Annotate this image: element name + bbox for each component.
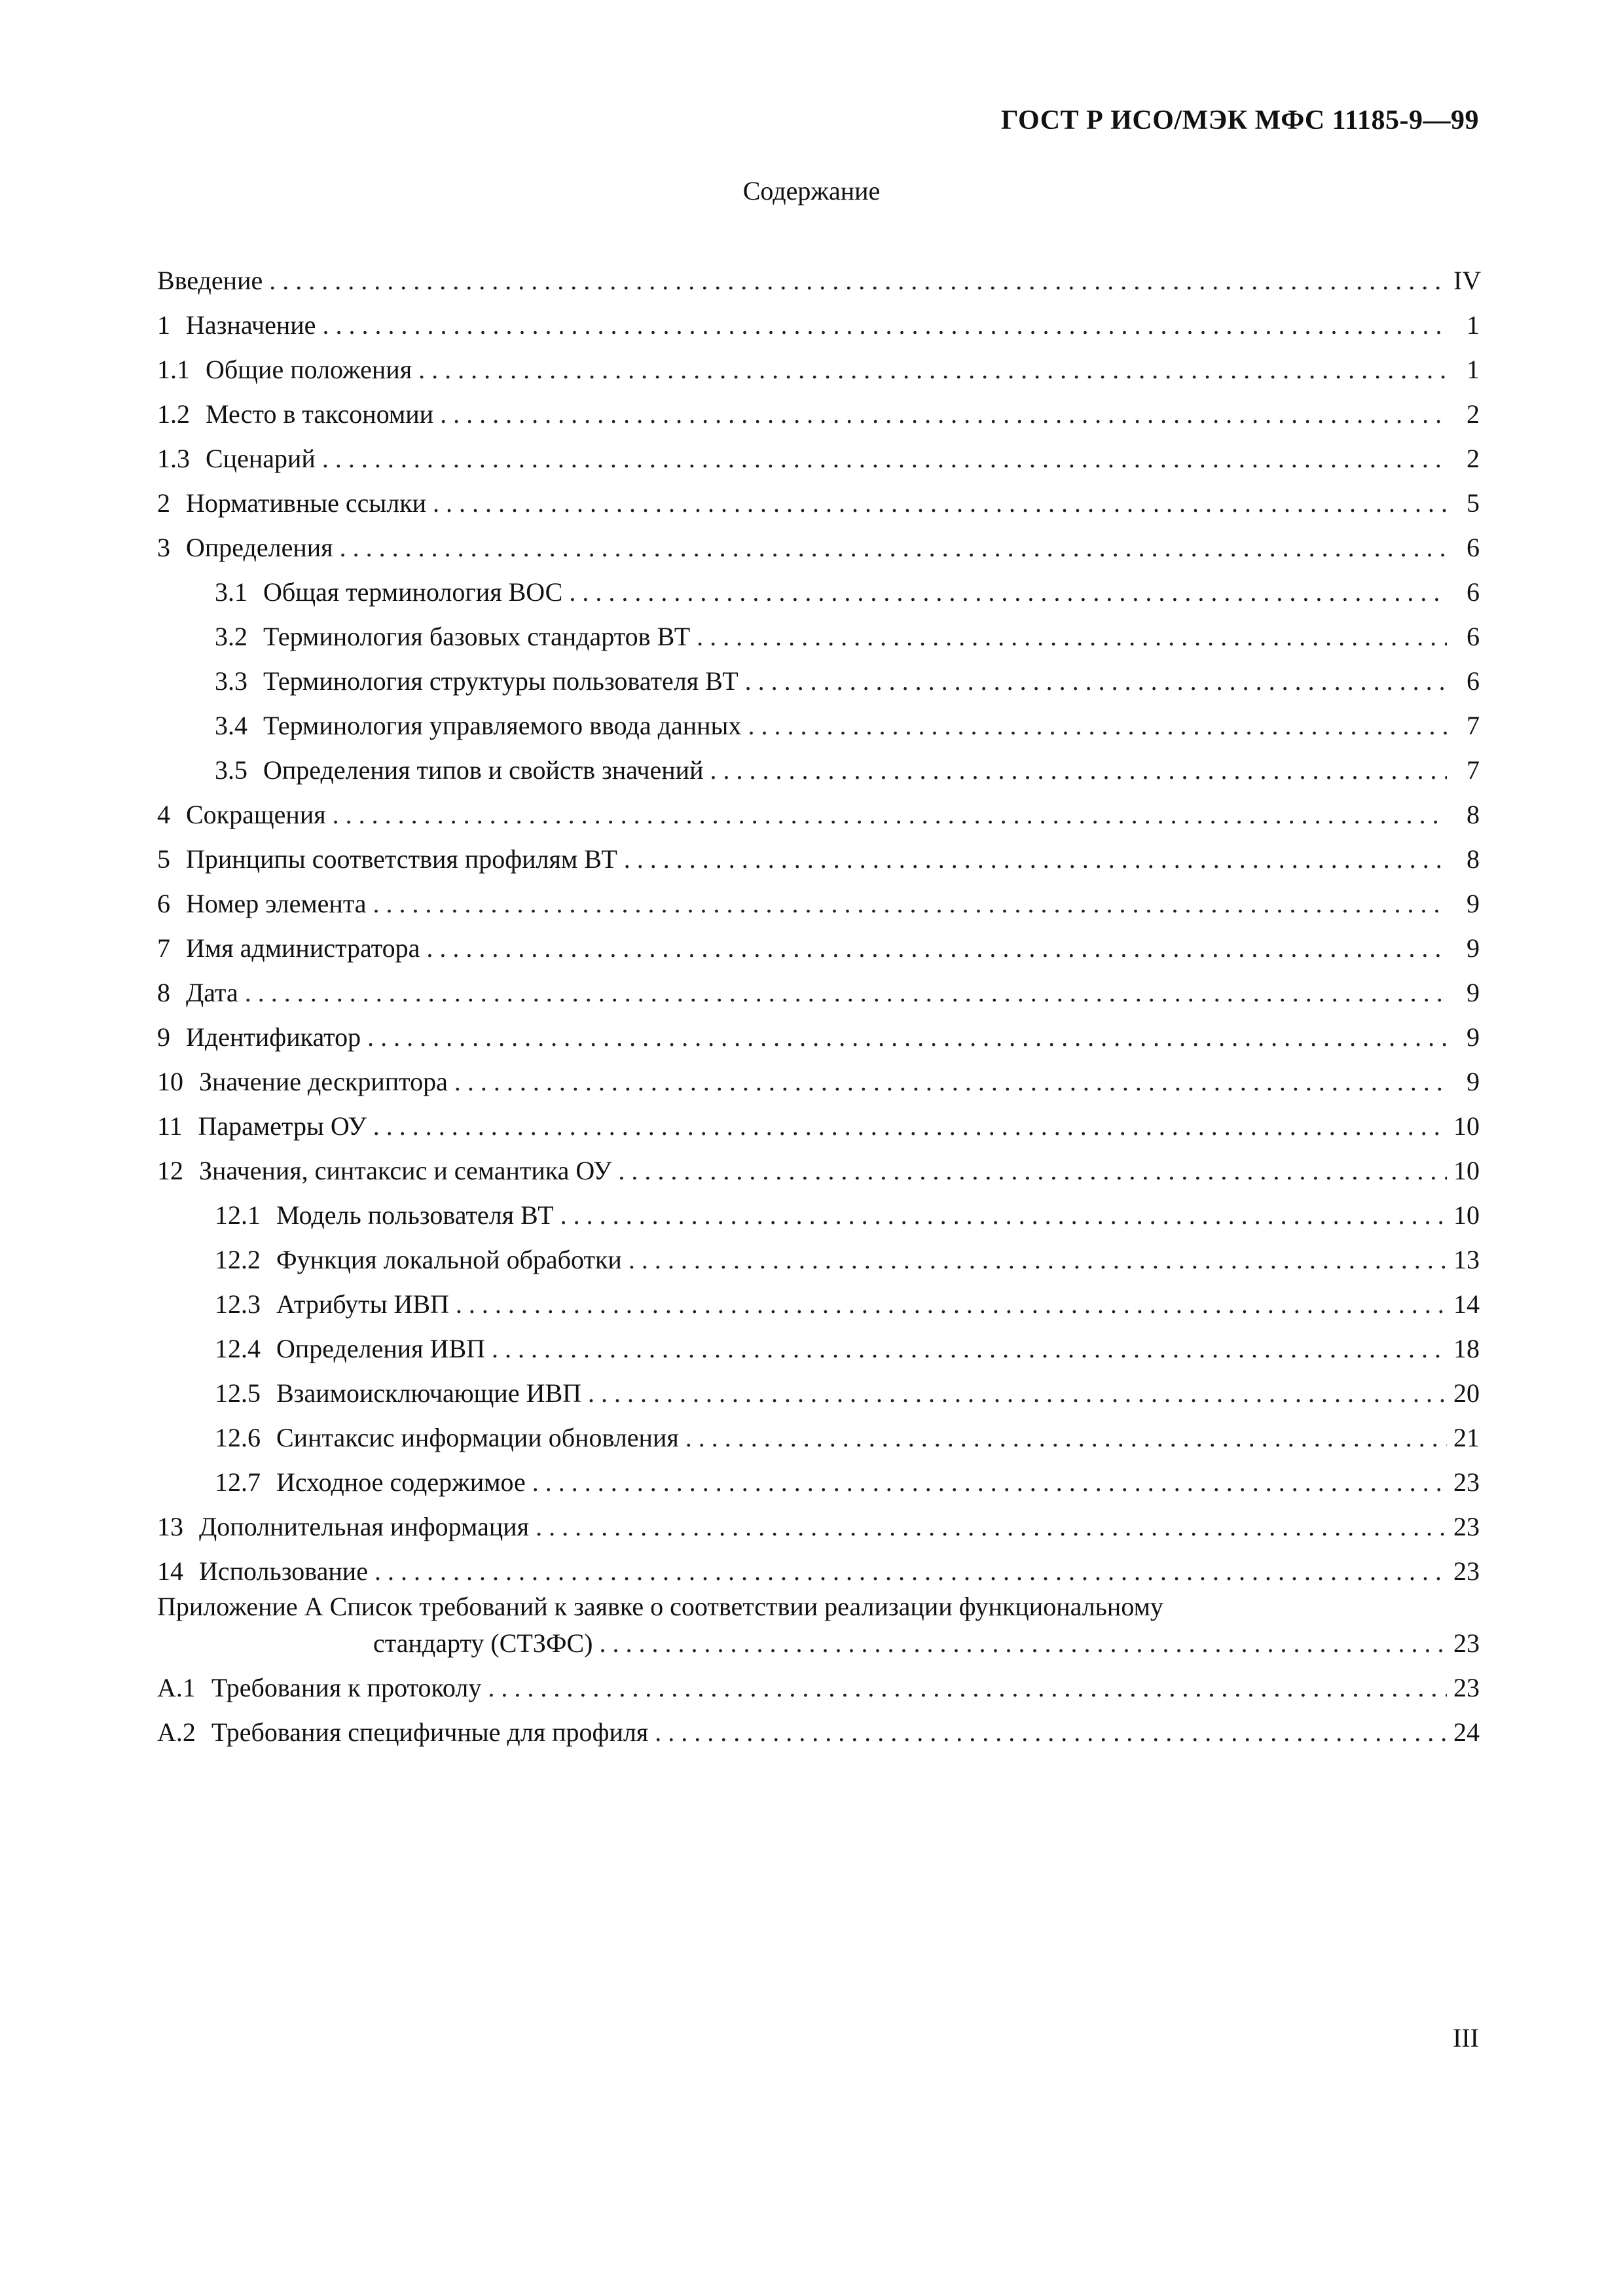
toc-entry-label: Взаимоисключающие ИВП bbox=[276, 1378, 582, 1408]
toc-entry-page: 9 bbox=[1467, 889, 1480, 918]
toc-entry-page: 14 bbox=[1453, 1289, 1480, 1319]
toc-entry-label: Имя администратора bbox=[186, 933, 420, 963]
toc-entry-number: А.1 bbox=[157, 1673, 196, 1702]
toc-entry-number: 3 bbox=[157, 533, 170, 562]
toc-entry-number: 12.4 bbox=[215, 1334, 261, 1363]
toc-entry[interactable] bbox=[157, 1231, 1480, 1276]
toc-entry-label: Место в таксономии bbox=[206, 399, 434, 429]
toc-entry-number: 1 bbox=[157, 310, 170, 340]
toc-leader-dots bbox=[532, 1467, 1447, 1498]
toc-entry-page: 9 bbox=[1467, 1022, 1480, 1052]
toc-entry-label: Определения bbox=[186, 533, 333, 562]
toc-leader-dots bbox=[569, 577, 1447, 608]
toc-leader-dots bbox=[374, 1556, 1447, 1587]
toc-entry[interactable] bbox=[157, 1704, 1480, 1748]
toc-entry[interactable] bbox=[157, 1659, 1480, 1704]
toc-entry-number: 2 bbox=[157, 488, 170, 518]
toc-entry-page: 20 bbox=[1453, 1378, 1480, 1408]
toc-entry[interactable] bbox=[157, 875, 1480, 920]
toc-entry[interactable] bbox=[157, 786, 1480, 831]
toc-entry-number: 12.6 bbox=[215, 1423, 261, 1452]
toc-entry[interactable] bbox=[157, 430, 1480, 475]
toc-leader-dots bbox=[322, 310, 1447, 341]
toc-leader-dots bbox=[373, 1111, 1447, 1142]
toc-entry-label: Параметры ОУ bbox=[198, 1111, 367, 1141]
toc-leader-dots bbox=[748, 710, 1447, 742]
toc-entry[interactable] bbox=[157, 1454, 1480, 1498]
toc-entry-page: 23 bbox=[1453, 1556, 1480, 1586]
toc-entry-label: Общая терминология ВОС bbox=[263, 577, 563, 607]
toc-leader-dots bbox=[624, 844, 1447, 875]
toc-entry-page: 8 bbox=[1467, 844, 1480, 874]
toc-leader-dots bbox=[373, 888, 1447, 920]
toc-entry-number: 3.1 bbox=[215, 577, 247, 607]
toc-entry-page: 9 bbox=[1467, 1067, 1480, 1096]
toc-title: Содержание bbox=[742, 176, 881, 206]
toc-entry[interactable] bbox=[157, 742, 1480, 786]
toc-leader-dots bbox=[454, 1066, 1447, 1098]
toc-entry-label: Требования к протоколу bbox=[211, 1673, 482, 1702]
toc-entry-number: 10 bbox=[157, 1067, 183, 1096]
toc-entry[interactable] bbox=[157, 831, 1480, 875]
toc-entry[interactable] bbox=[157, 1498, 1480, 1543]
toc-entry-number: 12.5 bbox=[215, 1378, 261, 1408]
toc-entry-label: Сценарий bbox=[206, 444, 316, 473]
toc-entry-number: 4 bbox=[157, 800, 170, 829]
toc-entry-label: Использование bbox=[199, 1556, 368, 1586]
toc-leader-dots bbox=[426, 933, 1447, 964]
toc-entry-page: 2 bbox=[1467, 444, 1480, 473]
toc-entry-label: Сокращения bbox=[186, 800, 326, 829]
toc-entry-page: 24 bbox=[1453, 1717, 1480, 1747]
toc-entry-label: Номер элемента bbox=[186, 889, 367, 918]
toc-entry-label: Синтаксис информации обновления bbox=[276, 1423, 679, 1452]
toc-leader-dots bbox=[433, 488, 1447, 519]
document-code: ГОСТ Р ИСО/МЭК МФС 11185-9—99 bbox=[1000, 105, 1479, 135]
toc-entry-page: 18 bbox=[1453, 1334, 1480, 1363]
toc-leader-dots bbox=[629, 1244, 1447, 1276]
toc-entry-appendix-a[interactable] bbox=[157, 1591, 1480, 1659]
toc-entry-number: 12.7 bbox=[215, 1467, 261, 1497]
toc-entry-number: 12.3 bbox=[215, 1289, 261, 1319]
toc-leader-dots bbox=[456, 1289, 1447, 1320]
toc-entry-label: Назначение bbox=[186, 310, 316, 340]
toc-entry-label: Определения типов и свойств значений bbox=[263, 755, 704, 785]
toc-leader-dots bbox=[685, 1422, 1447, 1454]
toc-entry-page: 8 bbox=[1467, 800, 1480, 829]
toc-entry-page: 10 bbox=[1453, 1156, 1480, 1185]
toc-entry-page: 6 bbox=[1467, 577, 1480, 607]
toc-entry-number: 12.2 bbox=[215, 1245, 261, 1274]
toc-entry-page: 5 bbox=[1467, 488, 1480, 518]
toc-leader-dots bbox=[340, 532, 1447, 564]
toc-entry-label: Введение bbox=[157, 266, 263, 295]
toc-entry-number: 13 bbox=[157, 1512, 183, 1541]
toc-entry[interactable] bbox=[157, 296, 1480, 341]
toc-entry-number: 14 bbox=[157, 1556, 183, 1586]
toc-entry[interactable] bbox=[157, 964, 1480, 1009]
toc-leader-dots bbox=[440, 399, 1447, 430]
toc-entry-page: 9 bbox=[1467, 933, 1480, 963]
toc-leader-dots bbox=[488, 1672, 1447, 1704]
toc-entry[interactable] bbox=[157, 1320, 1480, 1365]
toc-entry-label: Функция локальной обработки bbox=[276, 1245, 622, 1274]
toc-entry-number: А.2 bbox=[157, 1717, 196, 1747]
toc-entry-number: 3.2 bbox=[215, 622, 247, 651]
toc-entry[interactable] bbox=[157, 564, 1480, 608]
toc-entry-number: 5 bbox=[157, 844, 170, 874]
toc-entry-label: Исходное содержимое bbox=[276, 1467, 526, 1497]
toc-entry-page: 6 bbox=[1467, 533, 1480, 562]
toc-entry[interactable] bbox=[157, 475, 1480, 519]
toc-entry-number: 8 bbox=[157, 978, 170, 1007]
toc-entry-label: Принципы соответствия профилям ВТ bbox=[186, 844, 617, 874]
toc-entry-page: 2 bbox=[1467, 399, 1480, 429]
toc-entry-page: 23 bbox=[1453, 1628, 1480, 1658]
toc-entry-page: IV bbox=[1453, 266, 1482, 295]
toc-entry-label: Требования специфичные для профиля bbox=[211, 1717, 649, 1747]
toc-entry[interactable] bbox=[157, 1365, 1480, 1409]
toc-entry-number: 3.3 bbox=[215, 666, 247, 696]
toc-entry-page: 23 bbox=[1453, 1467, 1480, 1497]
toc-entry-label: Значения, синтаксис и семантика ОУ bbox=[199, 1156, 612, 1185]
toc-entry-label: Дополнительная информация bbox=[199, 1512, 530, 1541]
toc-entry-label: Терминология базовых стандартов ВТ bbox=[263, 622, 691, 651]
toc-entry[interactable] bbox=[157, 653, 1480, 697]
toc-entry-label: Идентификатор bbox=[186, 1022, 361, 1052]
toc-entry[interactable] bbox=[157, 252, 1480, 296]
toc-entry-number: 3.5 bbox=[215, 755, 247, 785]
toc-entry[interactable] bbox=[157, 1543, 1480, 1587]
toc-leader-dots bbox=[618, 1155, 1447, 1187]
toc-entry-number: 7 bbox=[157, 933, 170, 963]
toc-entry-page: 7 bbox=[1467, 711, 1480, 740]
toc-entry-number: 9 bbox=[157, 1022, 170, 1052]
toc-leader-dots bbox=[710, 755, 1447, 786]
toc-leader-dots bbox=[322, 443, 1447, 475]
toc-entry[interactable] bbox=[157, 341, 1480, 386]
toc-entry-page: 9 bbox=[1467, 978, 1480, 1007]
toc-entry-page: 10 bbox=[1453, 1111, 1480, 1141]
toc-entry-label: Нормативные ссылки bbox=[186, 488, 427, 518]
toc-leader-dots bbox=[600, 1628, 1448, 1659]
toc-entry-number: 3.4 bbox=[215, 711, 247, 740]
toc-entry-number: 1.3 bbox=[157, 444, 190, 473]
toc-entry-label: Дата bbox=[186, 978, 238, 1007]
toc-entry[interactable] bbox=[157, 1009, 1480, 1053]
toc-entry-page: 1 bbox=[1467, 355, 1480, 384]
toc-entry-page: 1 bbox=[1467, 310, 1480, 340]
toc-entry-page: 21 bbox=[1453, 1423, 1480, 1452]
toc-entry[interactable] bbox=[157, 1187, 1480, 1231]
toc-entry-label: Общие положения bbox=[206, 355, 412, 384]
appendix-title-line2: стандарту (СТЗФС) bbox=[373, 1628, 593, 1658]
toc-entry-label: Значение дескриптора bbox=[199, 1067, 448, 1096]
toc-entry-page: 23 bbox=[1453, 1673, 1480, 1702]
toc-leader-dots bbox=[560, 1200, 1447, 1231]
toc-leader-dots bbox=[655, 1717, 1447, 1748]
toc-entry[interactable] bbox=[157, 1098, 1480, 1142]
table-of-contents bbox=[157, 252, 1480, 1748]
toc-entry-label: Определения ИВП bbox=[276, 1334, 486, 1363]
toc-entry[interactable] bbox=[157, 1276, 1480, 1320]
toc-entry-label: Модель пользователя ВТ bbox=[276, 1200, 554, 1230]
toc-entry-number: 6 bbox=[157, 889, 170, 918]
toc-leader-dots bbox=[333, 799, 1447, 831]
toc-entry[interactable] bbox=[157, 1142, 1480, 1187]
toc-entry[interactable] bbox=[157, 920, 1480, 964]
appendix-title-line1: Приложение А Список требований к заявке о соответствии реализации функциональному bbox=[157, 1592, 1163, 1621]
toc-entry-page: 6 bbox=[1467, 666, 1480, 696]
toc-entry-label: Терминология управляемого ввода данных bbox=[263, 711, 742, 740]
toc-entry[interactable] bbox=[157, 386, 1480, 430]
toc-entry[interactable] bbox=[157, 1409, 1480, 1454]
toc-entry[interactable] bbox=[157, 1053, 1480, 1098]
toc-entry-page: 10 bbox=[1453, 1200, 1480, 1230]
toc-entry-label: Атрибуты ИВП bbox=[276, 1289, 449, 1319]
toc-entry-number: 1.1 bbox=[157, 355, 190, 384]
toc-entry[interactable] bbox=[157, 519, 1480, 564]
toc-entry[interactable] bbox=[157, 608, 1480, 653]
toc-entry-label: Терминология структуры пользователя ВТ bbox=[263, 666, 739, 696]
toc-entry-page: 13 bbox=[1453, 1245, 1480, 1274]
toc-entry[interactable] bbox=[157, 697, 1480, 742]
toc-leader-dots bbox=[745, 666, 1447, 697]
toc-entry-number: 1.2 bbox=[157, 399, 190, 429]
toc-leader-dots bbox=[536, 1511, 1447, 1543]
toc-entry-page: 6 bbox=[1467, 622, 1480, 651]
toc-entry-number: 11 bbox=[157, 1111, 183, 1141]
toc-leader-dots bbox=[697, 621, 1447, 653]
toc-entry-page: 7 bbox=[1467, 755, 1480, 785]
toc-leader-dots bbox=[245, 977, 1447, 1009]
page-number: III bbox=[1453, 2023, 1479, 2053]
toc-entry-number: 12.1 bbox=[215, 1200, 261, 1230]
toc-entry-page: 23 bbox=[1453, 1512, 1480, 1541]
toc-leader-dots bbox=[418, 354, 1447, 386]
toc-leader-dots bbox=[269, 265, 1447, 296]
toc-leader-dots bbox=[492, 1333, 1447, 1365]
toc-leader-dots bbox=[367, 1022, 1447, 1053]
toc-entry-number: 12 bbox=[157, 1156, 183, 1185]
toc-leader-dots bbox=[588, 1378, 1447, 1409]
